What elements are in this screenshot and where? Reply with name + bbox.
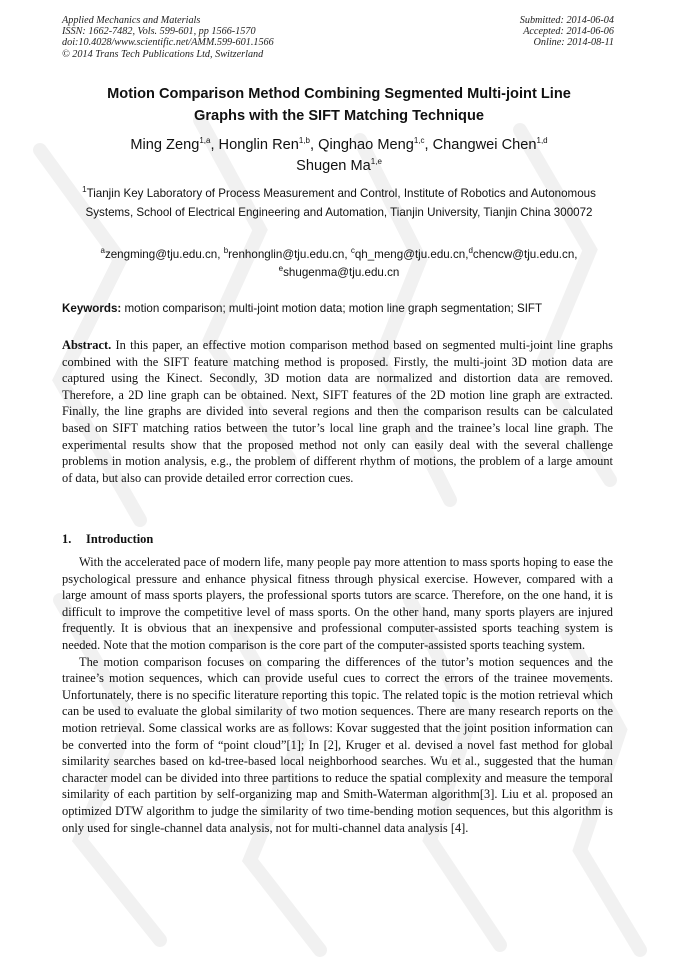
accepted-date: Accepted: 2014-06-06 — [523, 26, 614, 38]
journal-name: Applied Mechanics and Materials — [62, 15, 201, 26]
introduction-body — [62, 554, 613, 836]
section-number: 1. — [62, 532, 72, 546]
keywords-line — [62, 301, 616, 317]
email-sup: c — [350, 246, 355, 256]
author-sup: 1,d — [536, 136, 548, 146]
author-sup: 1,b — [298, 136, 310, 146]
email-list: $^a$zengming@tju.edu.cn, $^b$renhonglin@tju.edu.cn, $^c$qh_meng@tju.edu.cn,$^d$chencw@tju.edu.cn, $^e$shugenma@tju.edu.cn — [100, 246, 578, 279]
paragraph: The motion comparison focuses on comparing the differences of the tutor’s motion sequences and the trainee’s motion sequences, which can provide useful cues to correct the errors of the trainee movements. Unfortunately, there is no specific literature reporting this topic. The related topic is the motion retrieval which can be used to evaluate the global similarity of two motion sequences. There are many research reports on the motion retrieval. Some classical works are as follows: Kovar suggested that the joint position information can be converted into the form of “point cloud”[1]; In [2], Kruger et al. devised a novel fast method for global similarity searches based on kd-tree-based local neighborhood searches. Wu et al., suggested that the human character model can be divided into three partitions to reduce the spatial complexity and measure the temporal similarity of each partition by self-organizing map and Smith-Waterman algorithm[3]. Liu et al. proposed an optimized DTW algorithm to judge the similarity of two time-bending motion sequences, but this algorithm is only used for single-channel data analysis, not for multi-channel data analysis [4]. — [62, 654, 613, 835]
title-line-1: Motion Comparison Method Combining Segmented Multi-joint Line — [107, 86, 571, 102]
author-sup: 1,c — [413, 136, 425, 146]
author-name: Qinghao Meng — [318, 137, 414, 153]
author-name: Honglin Ren — [218, 137, 299, 153]
doi: doi:10.4028/www.scientific.net/AMM.599-601.1566 — [62, 37, 274, 49]
email-link[interactable]: renhonglin@tju.edu.cn — [228, 248, 345, 261]
section-heading — [62, 531, 153, 547]
email-link[interactable]: qh_meng@tju.edu.cn — [354, 248, 466, 261]
keywords-label: Keywords: — [62, 302, 122, 315]
abstract — [62, 337, 613, 486]
email-link[interactable]: chencw@tju.edu.cn — [472, 248, 575, 261]
section-title: Introduction — [86, 532, 154, 546]
author-name: Changwei Chen — [432, 137, 537, 153]
email-sup: b — [223, 246, 229, 256]
title-line-2: Graphs with the SIFT Matching Technique — [194, 107, 484, 124]
paragraph: With the accelerated pace of modern life, many people pay more attention to mass sports hoping to ease the psychological pressure and enhance physical fitness through physical exercise. However, compared with a large amount of mass sports players, the professional sports tutors are scarce. Therefore, on the one hand, it is difficult to improve the competitive level of mass sports. On the other hand, many sports players are injured frequently. It is obvious that an inexpensive and professional computer-assisted sports teaching system is needed. Note that the motion comparison is the core part of the computer-assisted sports teaching system. — [62, 555, 613, 652]
affiliation-sup: 1 — [82, 185, 87, 195]
submitted-date: Submitted: 2014-06-04 — [519, 15, 614, 26]
email-sup: e — [278, 264, 284, 274]
keywords-text: motion comparison; multi-joint motion data; motion line graph segmentation; SIFT — [124, 302, 543, 315]
author-sup: 1,a — [199, 136, 211, 146]
journal-header-right — [520, 15, 614, 49]
author-list: Ming Zeng$^{1,a}$, Honglin Ren$^{1,b}$, Qinghao Meng$^{1,c}$, Changwei Chen$^{1,d}$ Shugen Ma$^{1,e}$ — [130, 136, 548, 174]
author-name: Shugen Ma — [296, 158, 371, 174]
paper-title — [62, 84, 616, 127]
abstract-text: In this paper, an effective motion comparison method based on segmented multi-joint line graphs combined with the SIFT feature matching method is proposed. Firstly, the multi-joint 3D motion data are captured using the Kinect. Secondly, 3D motion data are normalized and distortion data are removed. Therefore, a 2D line graph can be obtained. Next, SIFT features of the 2D motion line graph are extracted. Finally, the line graphs are divided into several regions and then the comparison results can be calculated based on SIFT matching ratios between the tutor’s local line graph and the trainee’s local line graph. The experimental results show that the proposed method not only can easily deal with the several challenge problems in motion analysis, e.g., the problem of different rhythm of motions, the problem of a large amount of data, but also can provide detailed error correction cues. — [62, 338, 613, 485]
email-link[interactable]: shugenma@tju.edu.cn — [283, 266, 400, 279]
abstract-label: Abstract. — [62, 338, 112, 352]
email-sup: a — [100, 246, 105, 256]
affiliation-text: Tianjin Key Laboratory of Process Measurement and Control, Institute of Robotics and Autonomous Systems, School of Electrical Engineering and Automation, Tianjin University, Tianjin China 300072 — [85, 187, 596, 219]
issn: ISSN: 1662-7482, Vols. 599-601, pp 1566-1570 — [62, 26, 256, 38]
online-date: Online: 2014-08-11 — [533, 37, 614, 49]
journal-header-left — [62, 15, 274, 60]
author-sup: 1,e — [370, 157, 382, 167]
affiliation — [62, 184, 616, 222]
copyright: © 2014 Trans Tech Publications Ltd, Switzerland — [62, 48, 264, 60]
email-link[interactable]: zengming@tju.edu.cn — [104, 248, 218, 261]
author-name: Ming Zeng — [130, 137, 200, 153]
email-sup: d — [468, 246, 473, 256]
